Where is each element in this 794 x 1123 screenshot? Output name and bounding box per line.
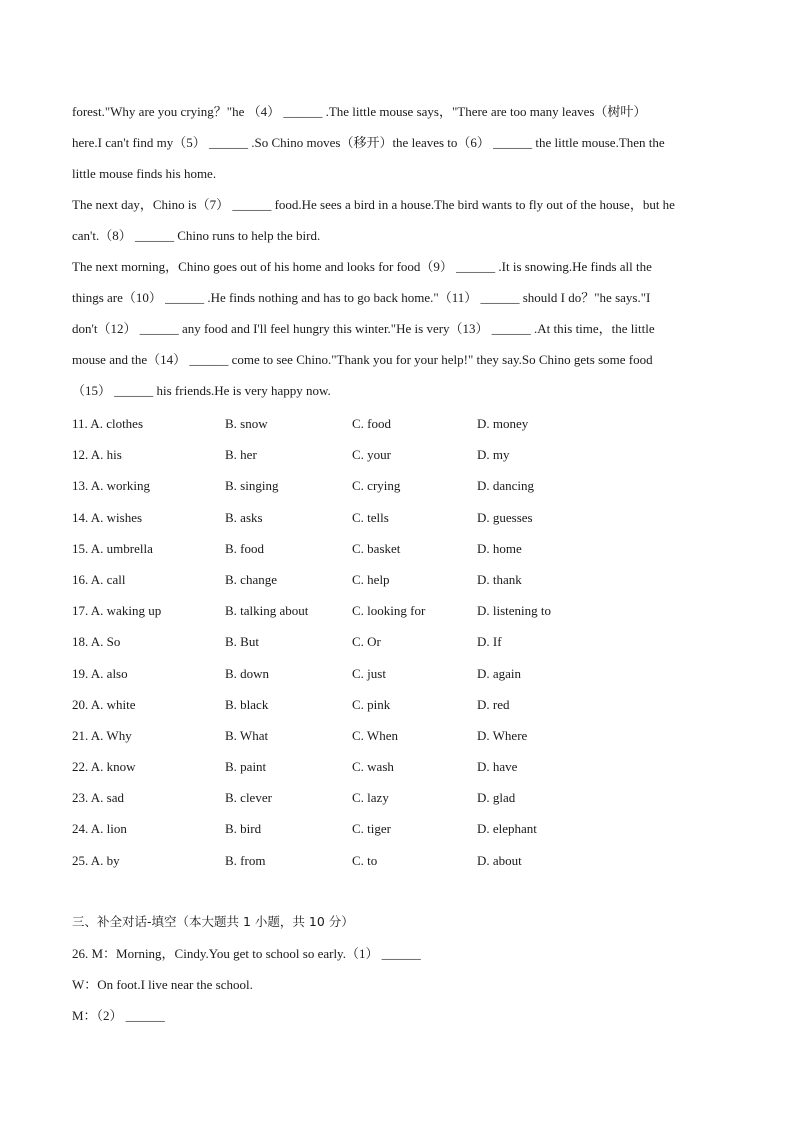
passage-line: （15） ______ his friends.He is very happy now. bbox=[72, 383, 331, 398]
option-d: D. red bbox=[477, 696, 510, 712]
option-a: 15. A. umbrella bbox=[72, 540, 153, 556]
option-d: D. home bbox=[477, 540, 522, 556]
option-c: C. tells bbox=[352, 509, 389, 525]
dialogue-line: 26. M：Morning，Cindy.You get to school so early.（1） ______ bbox=[72, 946, 421, 961]
option-a: 22. A. know bbox=[72, 759, 136, 775]
passage-line: here.I can't find my（5） ______ .So Chino moves（移开）the leaves to（6） ______ the little mouse.Then the bbox=[72, 135, 665, 150]
option-d: D. have bbox=[477, 759, 518, 775]
option-d: D. my bbox=[477, 447, 510, 463]
option-d: D. thank bbox=[477, 571, 522, 587]
passage-line: don't（12） ______ any food and I'll feel hungry this winter."He is very（13） ______ .At this time，the little bbox=[72, 321, 655, 336]
option-row bbox=[72, 537, 732, 568]
option-row bbox=[72, 474, 732, 505]
option-b: B. from bbox=[225, 852, 266, 868]
option-row bbox=[72, 568, 732, 599]
option-c: C. tiger bbox=[352, 821, 391, 837]
dialogue-line: M：（2） ______ bbox=[72, 1008, 165, 1023]
answer-options bbox=[72, 412, 732, 880]
option-a: 16. A. call bbox=[72, 571, 126, 587]
option-b: B. black bbox=[225, 696, 269, 712]
option-b: B. What bbox=[225, 727, 269, 743]
option-row bbox=[72, 755, 732, 786]
option-d: D. elephant bbox=[477, 821, 537, 837]
option-c: C. crying bbox=[352, 478, 401, 494]
option-a: 11. A. clothes bbox=[72, 416, 144, 431]
option-c: C. pink bbox=[352, 696, 391, 712]
option-c: C. food bbox=[352, 416, 391, 431]
option-d: D. Where bbox=[477, 727, 528, 743]
option-row bbox=[72, 817, 732, 848]
option-a: 17. A. waking up bbox=[72, 603, 162, 619]
option-d: D. glad bbox=[477, 790, 516, 806]
option-b: B. asks bbox=[225, 509, 263, 525]
option-a: 12. A. his bbox=[72, 447, 122, 463]
option-d: D. about bbox=[477, 852, 522, 868]
option-a: 20. A. white bbox=[72, 696, 136, 712]
option-d: D. guesses bbox=[477, 509, 533, 525]
section-heading: 三、补全对话-填空（本大题共 1 小题，共 10 分） bbox=[72, 914, 354, 929]
passage-line: forest."Why are you crying？"he （4） ______ .The little mouse says，"There are too many leaves（树叶） bbox=[72, 104, 647, 119]
option-b: B. her bbox=[225, 447, 257, 463]
option-row bbox=[72, 412, 732, 443]
option-c: C. wash bbox=[352, 759, 394, 775]
option-a: 18. A. So bbox=[72, 634, 121, 650]
passage-line: mouse and the（14） ______ come to see Chino."Thank you for your help!" they say.So Chino gets some food bbox=[72, 352, 653, 367]
cloze-passage bbox=[72, 100, 732, 410]
passage-line: The next day，Chino is（7） ______ food.He sees a bird in a house.The bird wants to fly out of the house，but he bbox=[72, 197, 675, 212]
option-c: C. looking for bbox=[352, 603, 426, 619]
option-row bbox=[72, 630, 732, 661]
option-row bbox=[72, 849, 732, 880]
option-b: B. food bbox=[225, 540, 264, 556]
option-c: C. Or bbox=[352, 634, 381, 650]
dialogue-line: W：On foot.I live near the school. bbox=[72, 977, 253, 992]
option-c: C. When bbox=[352, 727, 398, 743]
option-a: 24. A. lion bbox=[72, 821, 127, 837]
option-d: D. again bbox=[477, 665, 522, 681]
option-a: 25. A. by bbox=[72, 852, 120, 868]
option-c: C. to bbox=[352, 852, 378, 868]
option-b: B. But bbox=[225, 634, 259, 650]
option-row bbox=[72, 693, 732, 724]
option-b: B. bird bbox=[225, 821, 262, 837]
option-b: B. change bbox=[225, 571, 277, 587]
passage-line: The next morning，Chino goes out of his home and looks for food（9） ______ .It is snowing.He finds all the bbox=[72, 259, 652, 274]
option-row bbox=[72, 506, 732, 537]
option-b: B. clever bbox=[225, 790, 272, 806]
option-row bbox=[72, 443, 732, 474]
option-c: C. your bbox=[352, 447, 391, 463]
option-b: B. paint bbox=[225, 759, 267, 775]
passage-line: little mouse finds his home. bbox=[72, 166, 217, 181]
option-row bbox=[72, 786, 732, 817]
option-a: 23. A. sad bbox=[72, 790, 124, 806]
passage-line: can't.（8） ______ Chino runs to help the bird. bbox=[72, 228, 321, 243]
option-a: 19. A. also bbox=[72, 665, 128, 681]
option-c: C. just bbox=[352, 665, 386, 681]
option-d: D. money bbox=[477, 416, 529, 431]
option-c: C. lazy bbox=[352, 790, 389, 806]
option-c: C. basket bbox=[352, 540, 401, 556]
option-a: 13. A. working bbox=[72, 478, 150, 494]
option-d: D. dancing bbox=[477, 478, 535, 494]
option-a: 21. A. Why bbox=[72, 727, 132, 743]
option-b: B. singing bbox=[225, 478, 279, 494]
option-row bbox=[72, 662, 732, 693]
option-d: D. If bbox=[477, 634, 502, 650]
option-d: D. listening to bbox=[477, 603, 552, 619]
option-c: C. help bbox=[352, 571, 390, 587]
option-b: B. down bbox=[225, 665, 270, 681]
option-row bbox=[72, 599, 732, 630]
passage-line: things are（10） ______ .He finds nothing and has to go back home."（11） ______ should I do？"he says."I bbox=[72, 290, 651, 305]
dialogue-block bbox=[72, 942, 732, 1035]
option-row bbox=[72, 724, 732, 755]
option-b: B. talking about bbox=[225, 603, 309, 619]
option-b: B. snow bbox=[225, 416, 268, 431]
option-a: 14. A. wishes bbox=[72, 509, 143, 525]
